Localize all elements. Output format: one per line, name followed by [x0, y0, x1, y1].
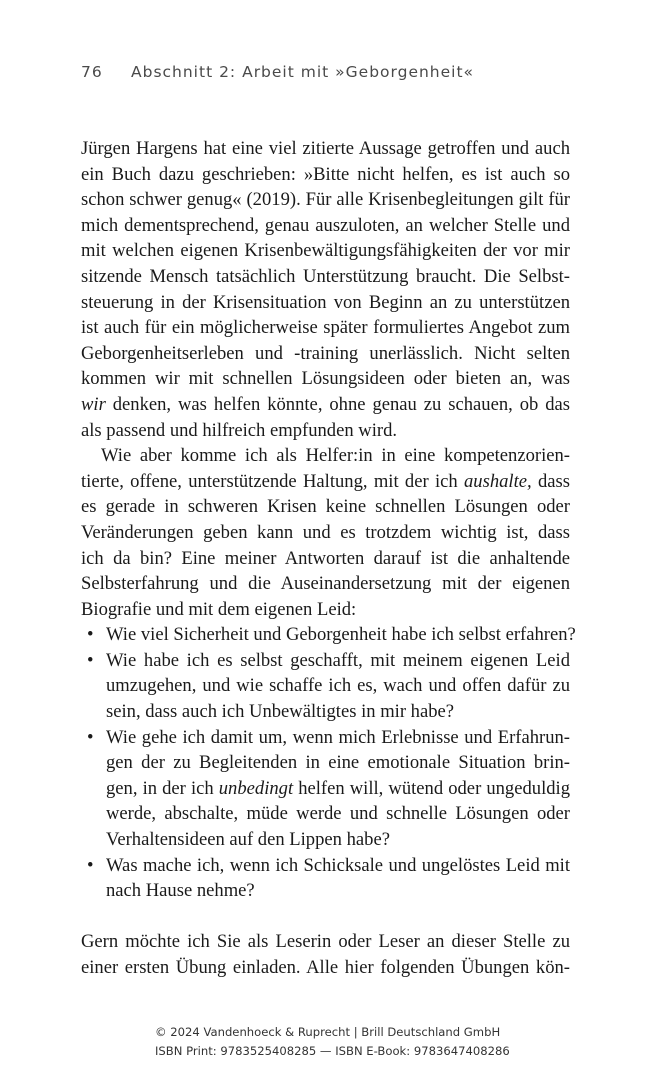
- text-line: Verhaltensideen auf den Lippen habe?: [106, 829, 390, 851]
- list-item: [81, 853, 570, 904]
- text-line: Veränderungen geben kann und es trotzdem wichtig ist, dass: [81, 521, 570, 543]
- emphasis-text: wir: [81, 393, 106, 415]
- text-segment: dass: [531, 470, 570, 492]
- text-segment: gen, in der ich: [106, 777, 219, 799]
- text-segment: tierte, offene, unterstützende Haltung, mit der ich: [81, 470, 464, 492]
- text-segment: helfen will, wütend oder ungeduldig: [293, 777, 570, 799]
- text-line: mit welchen eigenen Krisenbewältigungsfähigkeiten der vor mir: [81, 240, 570, 262]
- emphasis-text: unbedingt: [218, 777, 294, 799]
- text-line: steuerung in der Krisensituation von Beginn an zu unterstützen: [81, 291, 570, 313]
- bullet-icon: •: [87, 854, 94, 876]
- bullet-icon: •: [87, 726, 94, 748]
- text-line: Jürgen Hargens hat eine viel zitierte Aussage getroffen und auch: [81, 138, 570, 159]
- page-number: 76: [81, 63, 103, 81]
- bullet-icon: •: [87, 624, 94, 646]
- list-item: [81, 648, 570, 725]
- text-line: gen der zu Begleitenden in eine emotionale Situation brin-: [106, 752, 570, 774]
- text-line: Wie gehe ich damit um, wenn mich Erlebnisse und Erfahrun-: [106, 726, 570, 748]
- text-line: [81, 392, 570, 418]
- text-line: schon schwer genug« (2019). Für alle Krisenbegleitungen gilt für: [81, 189, 570, 211]
- text-segment: denken, was helfen könnte, ohne genau zu schauen, ob das: [105, 393, 570, 415]
- text-line: ein Buch dazu geschrieben: »Bitte nicht helfen, es ist auch so: [81, 163, 570, 185]
- text-line: als passend und hilfreich empfunden wird.: [81, 419, 398, 441]
- paragraph: [81, 136, 570, 443]
- text-line: es gerade in schweren Krisen keine schnellen Lösungen oder: [81, 496, 570, 518]
- body-text: [81, 136, 576, 981]
- text-line: Gern möchte ich Sie als Leserin oder Leser an dieser Stelle zu: [81, 931, 570, 953]
- text-line: Wie habe ich es selbst geschafft, mit meinem eigenen Leid: [106, 649, 570, 671]
- text-line: kommen wir mit schnellen Lösungsideen oder bieten an, was: [81, 368, 570, 390]
- text-line: [106, 776, 570, 802]
- text-line: Wie viel Sicherheit und Geborgenheit habe ich selbst erfahren?: [106, 624, 576, 646]
- copyright-line: © 2024 Vandenhoeck & Ruprecht | Brill Deutschland GmbH: [155, 1025, 501, 1039]
- text-line: [81, 469, 570, 495]
- text-line: Was mache ich, wenn ich Schicksale und ungelöstes Leid mit: [106, 854, 570, 876]
- running-head: [81, 63, 474, 81]
- bullet-icon: •: [87, 649, 94, 671]
- text-line: Wie aber komme ich als Helfer:in in eine kompetenzorien-: [101, 445, 570, 467]
- bullet-list: [81, 622, 576, 904]
- text-line: nach Hause nehme?: [106, 880, 255, 902]
- text-line: Selbsterfahrung und die Auseinandersetzung mit der eigenen: [81, 573, 570, 595]
- text-line: sein, dass auch ich Unbewältigtes in mir habe?: [106, 701, 455, 723]
- paragraph: [81, 443, 570, 622]
- paragraph: [81, 929, 570, 980]
- paragraph-gap: [81, 904, 570, 930]
- text-line: ich da bin? Eine meiner Antworten darauf ist die anhaltende: [81, 547, 570, 569]
- text-line: Geborgenheitserleben und -training unerlässlich. Nicht selten: [81, 342, 570, 364]
- text-line: werde, abschalte, müde werde und schnelle Lösungen oder: [106, 803, 570, 825]
- text-line: einer ersten Übung einladen. Alle hier folgenden Übungen kön-: [81, 957, 570, 978]
- list-item: [81, 622, 576, 648]
- emphasis-text: aushalte,: [464, 470, 532, 492]
- list-item: [81, 725, 570, 853]
- running-title: Abschnitt 2: Arbeit mit »Geborgenheit«: [131, 63, 475, 81]
- isbn-line: ISBN Print: 9783525408285 — ISBN E-Book: 9783647408286: [155, 1044, 510, 1058]
- text-line: ist auch für ein möglicherweise später formuliertes Angebot zum: [81, 317, 570, 339]
- text-line: Biografie und mit dem eigenen Leid:: [81, 598, 357, 620]
- text-line: mich dementsprechend, genau auszuloten, an welcher Stelle und: [81, 214, 570, 236]
- text-line: sitzende Mensch tatsächlich Unterstützung braucht. Die Selbst-: [81, 265, 570, 287]
- copyright-footer: [155, 1023, 510, 1061]
- text-line: umzugehen, und wie schaffe ich es, wach und offen dafür zu: [106, 675, 570, 697]
